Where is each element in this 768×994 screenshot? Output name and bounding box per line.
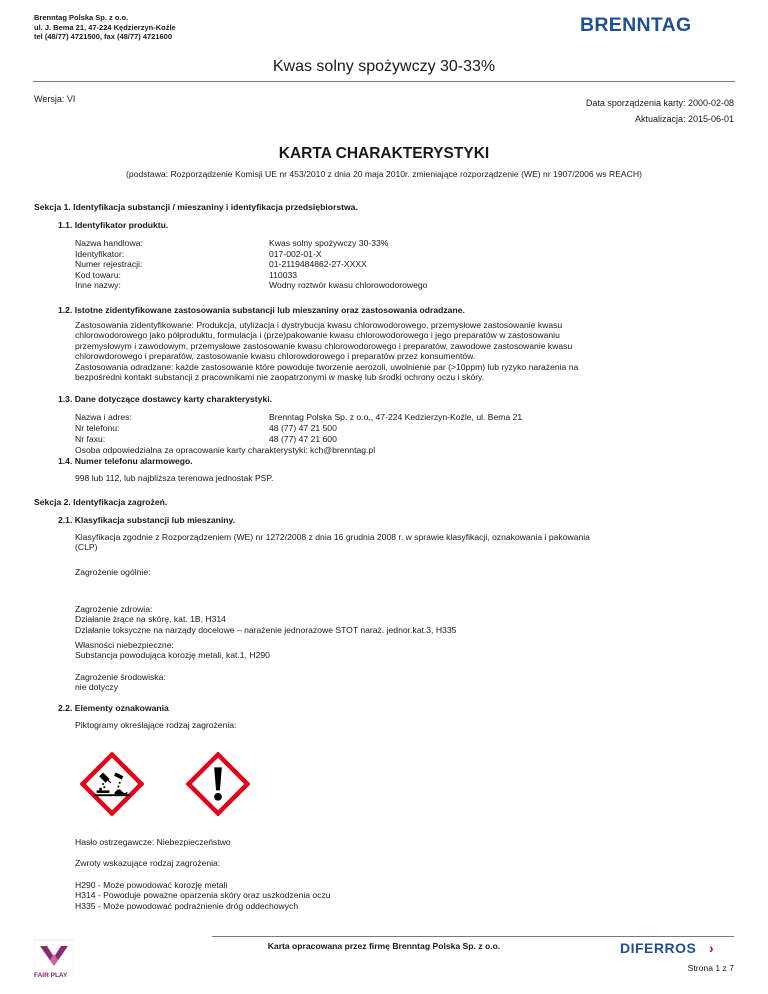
health-hazard-block [75, 604, 715, 635]
kv-label-identifier: Identyfikator: [75, 248, 125, 259]
hazard-statements-list [75, 880, 715, 911]
pictograms-label: Piktogramy określające rodzaj zagrożenia: [75, 720, 237, 730]
section-1-1-heading: 1.1. Identyfikator produktu. [58, 220, 169, 230]
section-2-heading: Sekcja 2. Identyfikacja zagrożeń. [34, 497, 168, 507]
hazard-statements-label: Zwroty wskazujące rodzaj zagrożenia: [75, 858, 221, 868]
uses-line: Zastosowania odradzane: każde zastosowanie które powoduje tworzenie aerozoli, uwolnienie par (>10ppm) lub ryzyko narażenia na [75, 361, 579, 372]
kv-value-product-code: 110033 [269, 269, 298, 280]
section-1-2-heading: 1.2. Istotne zidentyfikowane zastosowania substancji lub mieszaniny oraz zastosowania odradzane. [58, 305, 465, 315]
company-name: Brenntag Polska Sp. z o.o. [34, 13, 129, 22]
uses-line: przemysłowym i zawodowym, przemysłowe zastosowanie kwasu chlorowodorowego i preparatów, zawodowe zastosowanie kwasu [75, 340, 573, 351]
footer-prepared-by: Karta opracowana przez firmę Brenntag Polska Sp. z o.o. [267, 941, 501, 951]
uses-line: chlorowdorowego i preparatów, zastosowanie kwasu chlorowdorowego i preparatów przez konsumentów. [75, 351, 476, 362]
company-address: ul. J. Bema 21, 47-224 Kędzierzyn-Koźle [34, 22, 176, 32]
page-number: Strona 1 z 7 [687, 963, 734, 973]
physical-hazard-line: Substancja powodująca korozję metali, kat.1, H290 [75, 650, 270, 661]
kv-value-phone: 48 (77) 47 21 500 [269, 423, 337, 433]
kv-value-other-names: Wodny roztwór kwasu chlorowodorowego [269, 280, 428, 290]
environment-hazard-block [75, 672, 715, 693]
corrosion-pictogram-icon [80, 752, 144, 816]
footer-divider [212, 936, 734, 937]
date-created: Data sporządzenia karty: 2000-02-08 [585, 98, 734, 108]
section-2-1-heading: 2.1. Klasyfikacja substancji lub mieszaniny. [58, 515, 236, 525]
section-1-3-heading: 1.3. Dane dotyczące dostawcy karty charakterystyki. [58, 394, 273, 404]
hazard-statement: H335 - Może powodować podrażnienie dróg oddechowych [75, 900, 299, 911]
responsible-person: Osoba odpowiedzialna za opracowanie karty charakterystyki: kch@brenntag.pl [75, 445, 376, 455]
section-1-heading: Sekcja 1. Identyfikacja substancji / mieszaniny i identyfikacja przedsiębiorstwa. [34, 202, 358, 212]
kv-label-phone: Nr telefonu: [75, 423, 120, 433]
fair-play-label: FAIR PLAY [34, 972, 68, 979]
kv-value-fax: 48 (77) 47 21 600 [269, 434, 337, 444]
health-hazard-heading: Zagrożenie zdrowia: [75, 604, 153, 614]
kv-value-registration: 01-2119484862-27-XXXX [269, 259, 367, 269]
diferros-arrow-icon: › [709, 940, 714, 956]
general-hazard: Zagrożenie ogólnie: [75, 567, 151, 577]
hazard-statement: H314 - Powoduje poważne oparzenia skóry oraz uszkodzenia oczu [75, 890, 331, 901]
physical-hazard-heading: Własności niebezpieczne: [75, 640, 174, 650]
signal-word: Hasło ostrzegawcze: Niebezpieczeństwo [75, 837, 231, 847]
clp-paragraph [75, 532, 715, 553]
header-divider [33, 81, 735, 82]
hazard-statement: H290 - Może powodować korozję metali [75, 880, 228, 890]
kv-value-trade-name: Kwas solny spożywczy 30-33% [269, 238, 389, 248]
kv-value-address: Brenntag Polska Sp. z o.o., 47-224 Kedzierzyn-Koźle, ul. Bema 21 [269, 412, 523, 422]
kv-label-trade-name: Nazwa handlowa: [75, 238, 143, 248]
uses-line: chlorowodorowego jako półproduktu, formulacja i (prze)pakowanie kwasu chlorowodorowego i jego preparatów w zastosowaniu [75, 330, 560, 341]
company-info [34, 13, 176, 42]
kv-label-product-code: Kod towaru: [75, 269, 121, 280]
exclamation-pictogram-icon [186, 752, 250, 816]
document-basis: (podstawa: Rozporządzenie Komisji UE nr 453/2010 z dnia 20 maja 2010r. zmieniające rozporządzenie (WE) nr 1907/2006 ws REACH) [126, 169, 642, 179]
date-updated: Aktualizacja: 2015-06-01 [634, 114, 734, 124]
health-hazard-line: Działanie żrące na skórę, kat. 1B, H314 [75, 614, 226, 625]
health-hazard-line: Działanie toksyczne na narządy docelowe – narażenie jednorazowe STOT naraż. jednor.kat.3, H335 [75, 624, 457, 635]
clp-line: (CLP) [75, 542, 98, 553]
uses-paragraph [75, 320, 715, 382]
environment-hazard-line: nie dotyczy [75, 682, 118, 693]
emergency-phone: 998 lub 112, lub najbliższa terenowa jednostak PSP. [75, 473, 274, 483]
brenntag-logo [566, 14, 736, 38]
uses-line: Zastosowania zidentyfikowane: Produkcja, utylizacja i dystrybucja kwasu chlorowodorowego, przemysłowe zastosowanie kwasu [75, 320, 563, 330]
physical-hazard-block [75, 640, 715, 661]
uses-line: bezpośredni kontakt substancji z pracownikami nie zaopatrzonymi w maskę lub środki ochrony oczu i skóry. [75, 372, 485, 383]
diferros-logo: DIFERROS [620, 940, 697, 956]
kv-label-address: Nazwa i adres: [75, 412, 132, 422]
clp-line: Klasyfikacja zgodnie z Rozporządzeniem (WE) nr 1272/2008 z dnia 16 grudnia 2008 r. w sprawie klasyfikacji, oznakowania i pakowania [75, 532, 590, 542]
environment-hazard-heading: Zagrożenie środowiska: [75, 672, 166, 682]
version: Wersja: VI [34, 94, 76, 104]
logo-text: BRENNTAG [580, 14, 692, 36]
company-contact: tel (48/77) 4721500, fax (48/77) 4721600 [34, 32, 173, 41]
kv-label-other-names: Inne nazwy: [75, 280, 121, 290]
document-title: KARTA CHARAKTERYSTYKI [278, 145, 490, 162]
section-1-4-heading: 1.4. Numer telefonu alarmowego. [58, 456, 193, 466]
kv-label-fax: Nr faxu: [75, 434, 106, 444]
product-title: Kwas solny spożywczy 30-33% [272, 58, 496, 75]
kv-label-registration: Numer rejestracji: [75, 259, 143, 269]
section-2-2-heading: 2.2. Elementy oznakowania [58, 703, 169, 713]
kv-value-identifier: 017-002-01-X [269, 248, 322, 259]
